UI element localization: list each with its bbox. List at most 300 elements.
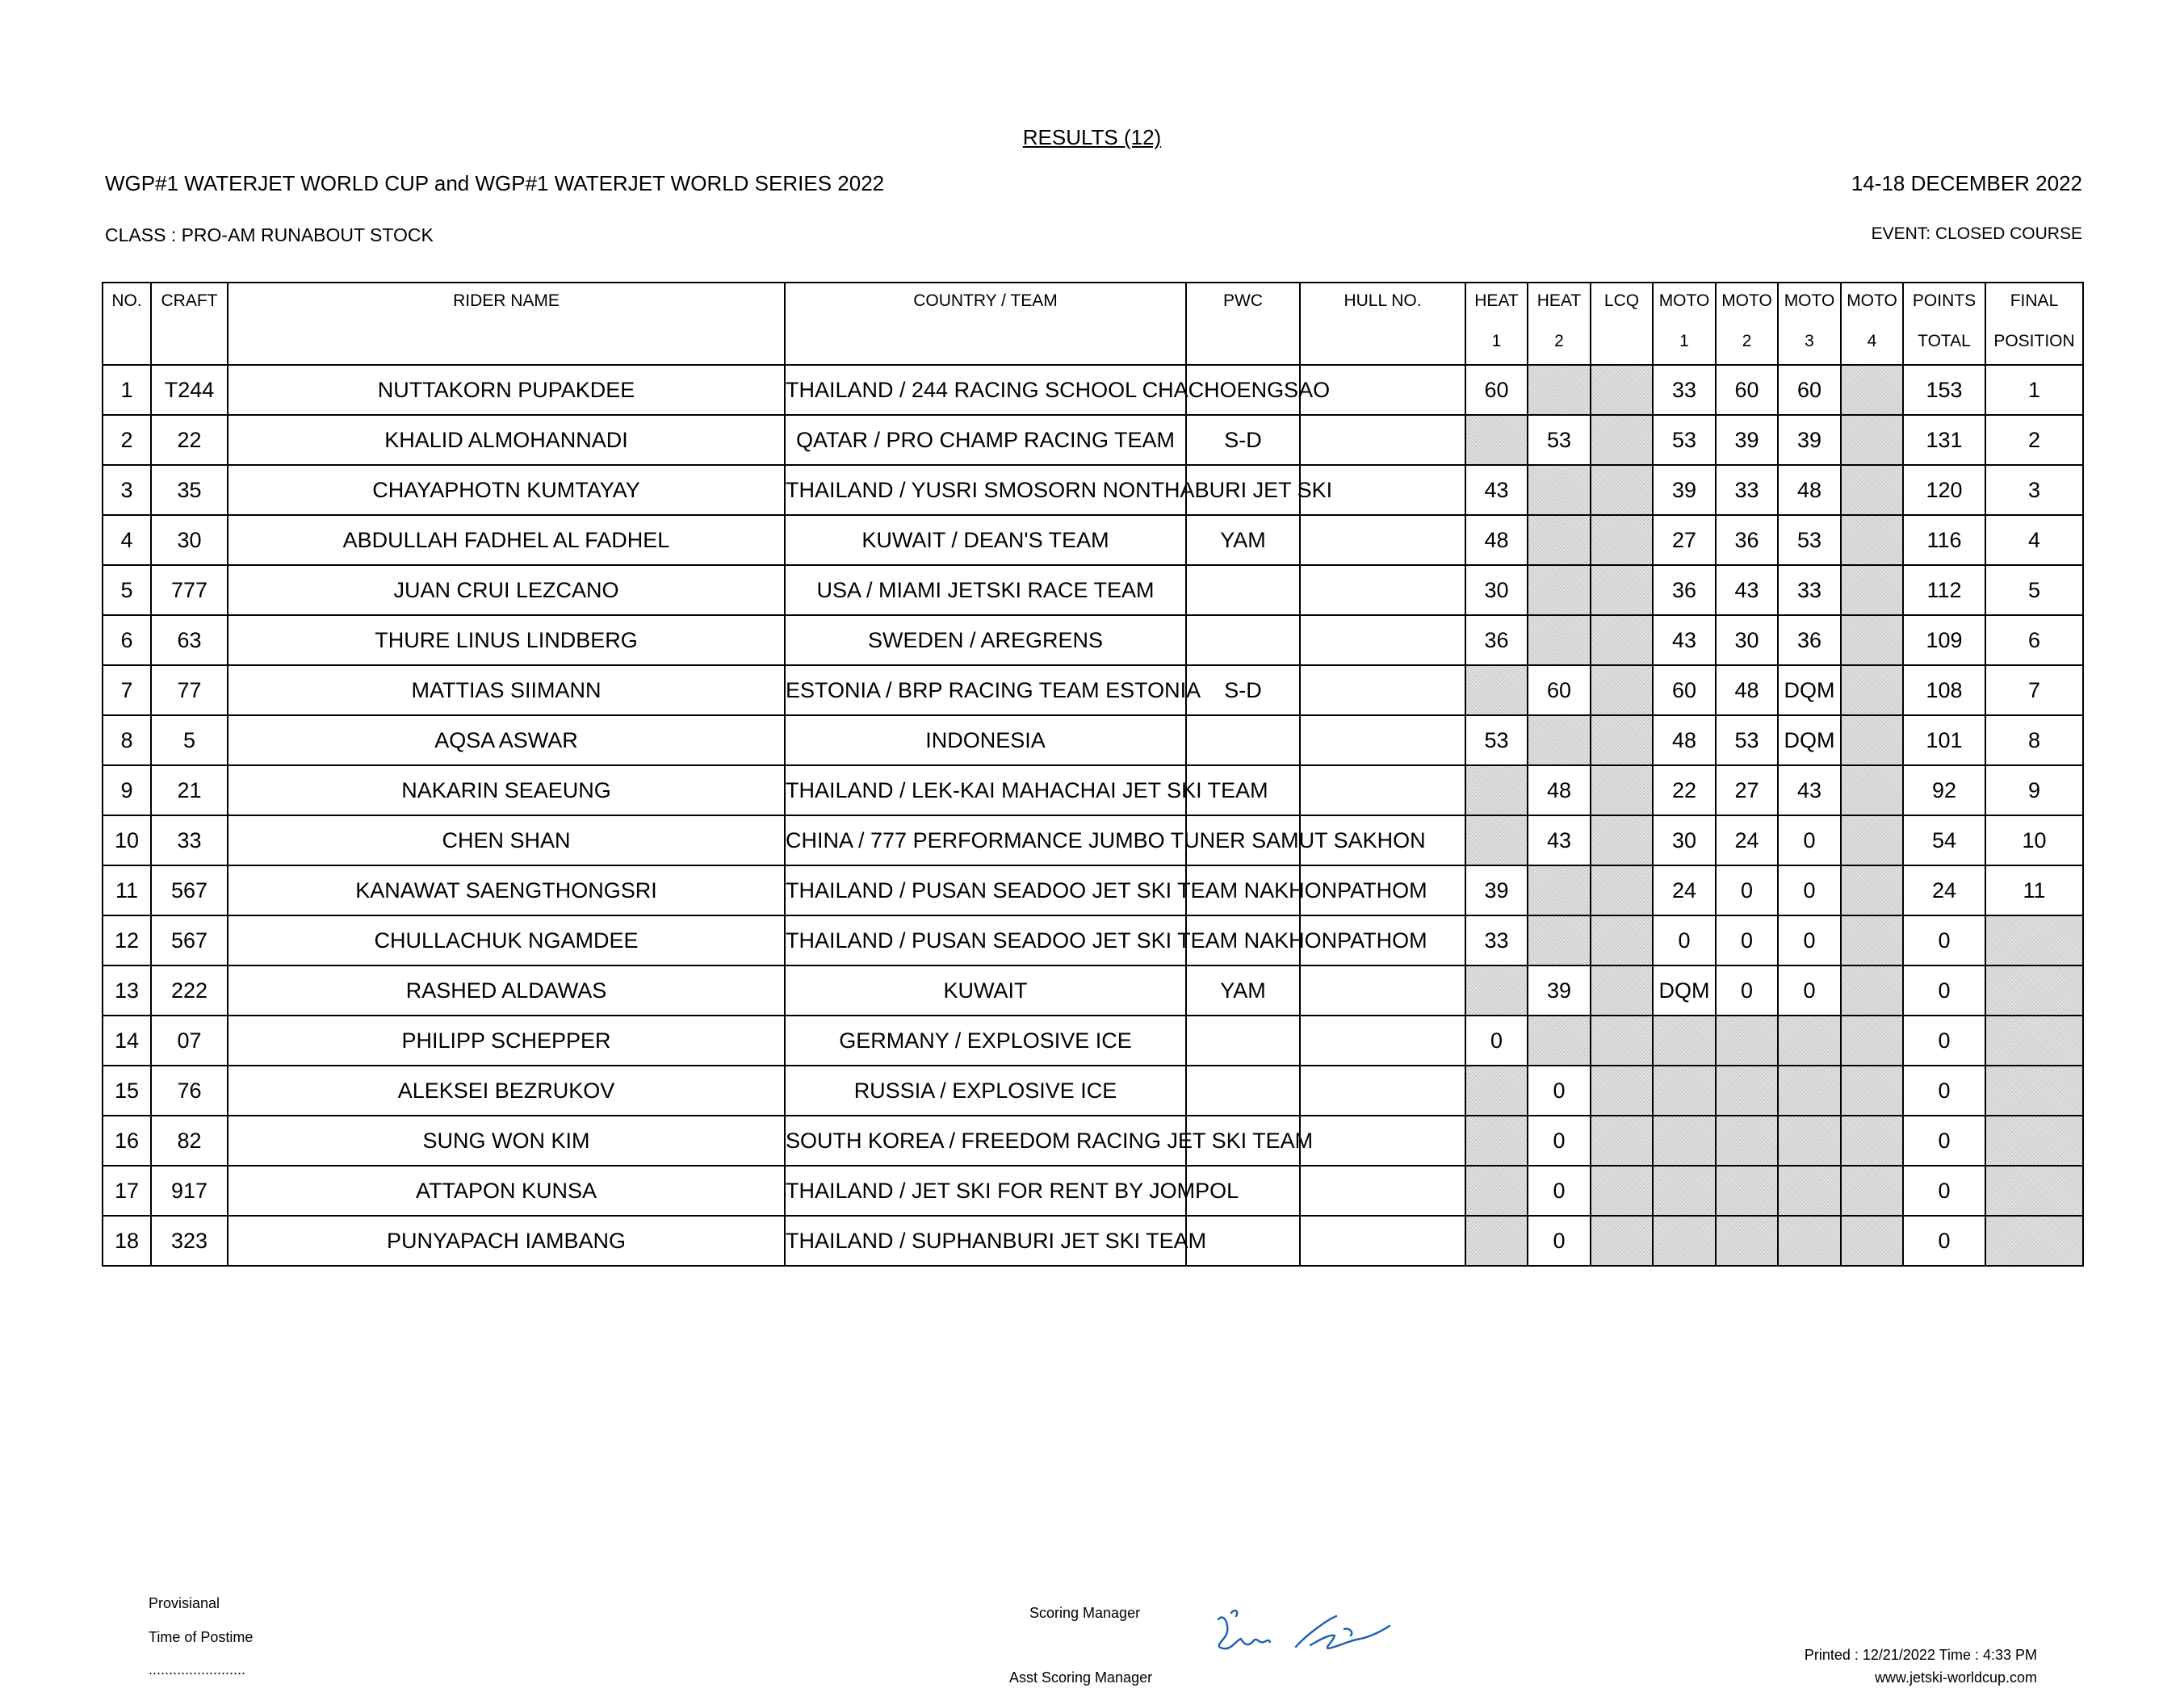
cell-pwc: YAM bbox=[1186, 965, 1300, 1016]
cell-heat1 bbox=[1465, 1066, 1528, 1116]
cell-moto2 bbox=[1716, 1016, 1778, 1066]
cell-craft: 22 bbox=[151, 415, 228, 465]
cell-moto3: 36 bbox=[1778, 615, 1841, 665]
cell-moto1: 30 bbox=[1653, 815, 1716, 865]
cell-team: KUWAIT / DEAN'S TEAM bbox=[785, 515, 1186, 565]
table-row bbox=[103, 515, 2083, 565]
cell-heat2: 0 bbox=[1528, 1116, 1591, 1166]
cell-position bbox=[1985, 1166, 2083, 1216]
cell-heat2: 39 bbox=[1528, 965, 1591, 1016]
cell-lcq bbox=[1591, 1116, 1653, 1166]
cell-moto2: 0 bbox=[1716, 915, 1778, 965]
cell-moto1: 24 bbox=[1653, 865, 1716, 915]
cell-pwc: S-D bbox=[1186, 415, 1300, 465]
cell-craft: 567 bbox=[151, 865, 228, 915]
cell-team: THAILAND / LEK-KAI MAHACHAI JET SKI TEAM bbox=[785, 765, 1186, 815]
column-header-moto2 bbox=[1716, 283, 1778, 365]
cell-rider: CHAYAPHOTN KUMTAYAY bbox=[228, 465, 785, 515]
cell-heat1 bbox=[1465, 965, 1528, 1016]
cell-moto2 bbox=[1716, 1166, 1778, 1216]
cell-lcq bbox=[1591, 1066, 1653, 1116]
cell-moto4 bbox=[1841, 1166, 1903, 1216]
cell-rider: ABDULLAH FADHEL AL FADHEL bbox=[228, 515, 785, 565]
event-type: EVENT: CLOSED COURSE bbox=[1871, 224, 2082, 243]
cell-moto4 bbox=[1841, 1016, 1903, 1066]
table-row bbox=[103, 1016, 2083, 1066]
column-header-label: MOTO bbox=[1847, 291, 1897, 310]
cell-lcq bbox=[1591, 815, 1653, 865]
cell-position: 10 bbox=[1985, 815, 2083, 865]
cell-rider: ATTAPON KUNSA bbox=[228, 1166, 785, 1216]
cell-rider: KHALID ALMOHANNADI bbox=[228, 415, 785, 465]
cell-moto1 bbox=[1653, 1116, 1716, 1166]
cell-hull bbox=[1300, 1066, 1465, 1116]
cell-no: 14 bbox=[103, 1016, 151, 1066]
event-dates: 14-18 DECEMBER 2022 bbox=[1851, 171, 2082, 195]
cell-moto4 bbox=[1841, 615, 1903, 665]
column-header-total bbox=[1903, 283, 1985, 365]
cell-total: 0 bbox=[1903, 965, 1985, 1016]
cell-position: 4 bbox=[1985, 515, 2083, 565]
cell-position bbox=[1985, 1016, 2083, 1066]
cell-craft: 07 bbox=[151, 1016, 228, 1066]
cell-lcq bbox=[1591, 515, 1653, 565]
cell-rider: NUTTAKORN PUPAKDEE bbox=[228, 365, 785, 415]
cell-heat2: 0 bbox=[1528, 1166, 1591, 1216]
cell-moto3: 33 bbox=[1778, 565, 1841, 615]
cell-heat2 bbox=[1528, 515, 1591, 565]
table-row bbox=[103, 465, 2083, 515]
cell-moto1: 22 bbox=[1653, 765, 1716, 815]
cell-no: 2 bbox=[103, 415, 151, 465]
cell-moto3: DQM bbox=[1778, 715, 1841, 765]
cell-lcq bbox=[1591, 365, 1653, 415]
cell-moto4 bbox=[1841, 815, 1903, 865]
cell-moto1: 36 bbox=[1653, 565, 1716, 615]
cell-moto1: 48 bbox=[1653, 715, 1716, 765]
cell-total: 0 bbox=[1903, 1116, 1985, 1166]
cell-rider: MATTIAS SIIMANN bbox=[228, 665, 785, 715]
cell-moto2: 0 bbox=[1716, 965, 1778, 1016]
cell-team: RUSSIA / EXPLOSIVE ICE bbox=[785, 1066, 1186, 1116]
table-row bbox=[103, 665, 2083, 715]
cell-heat1: 36 bbox=[1465, 615, 1528, 665]
cell-moto3: 0 bbox=[1778, 815, 1841, 865]
cell-heat1: 30 bbox=[1465, 565, 1528, 615]
column-header-sublabel: 4 bbox=[1867, 332, 1877, 350]
cell-heat1: 0 bbox=[1465, 1016, 1528, 1066]
cell-moto2: 0 bbox=[1716, 865, 1778, 915]
signature-strokes bbox=[1218, 1611, 1390, 1648]
printed-timestamp: Printed : 12/21/2022 Time : 4:33 PM bbox=[1804, 1647, 2037, 1663]
cell-rider: PUNYAPACH IAMBANG bbox=[228, 1216, 785, 1266]
cell-moto4 bbox=[1841, 515, 1903, 565]
cell-position bbox=[1985, 1066, 2083, 1116]
cell-moto4 bbox=[1841, 665, 1903, 715]
table-row bbox=[103, 815, 2083, 865]
cell-rider: CHEN SHAN bbox=[228, 815, 785, 865]
cell-moto3 bbox=[1778, 1016, 1841, 1066]
cell-moto2 bbox=[1716, 1066, 1778, 1116]
cell-heat1 bbox=[1465, 1216, 1528, 1266]
cell-heat2: 0 bbox=[1528, 1216, 1591, 1266]
cell-moto1 bbox=[1653, 1066, 1716, 1116]
column-header-craft bbox=[151, 283, 228, 365]
cell-team: QATAR / PRO CHAMP RACING TEAM bbox=[785, 415, 1186, 465]
cell-total: 0 bbox=[1903, 1066, 1985, 1116]
column-header-sublabel: 2 bbox=[1742, 332, 1752, 350]
cell-rider: CHULLACHUK NGAMDEE bbox=[228, 915, 785, 965]
cell-rider: SUNG WON KIM bbox=[228, 1116, 785, 1166]
cell-heat1 bbox=[1465, 765, 1528, 815]
cell-total: 54 bbox=[1903, 815, 1985, 865]
table-row bbox=[103, 565, 2083, 615]
column-header-heat2 bbox=[1528, 283, 1591, 365]
column-header-label: NO. bbox=[111, 291, 142, 310]
cell-no: 1 bbox=[103, 365, 151, 415]
cell-moto2: 48 bbox=[1716, 665, 1778, 715]
cell-hull bbox=[1300, 1216, 1465, 1266]
cell-moto4 bbox=[1841, 1066, 1903, 1116]
cell-position: 3 bbox=[1985, 465, 2083, 515]
cell-team: SWEDEN / AREGRENS bbox=[785, 615, 1186, 665]
cell-total: 0 bbox=[1903, 1016, 1985, 1066]
column-header-pwc bbox=[1186, 283, 1300, 365]
cell-moto2: 53 bbox=[1716, 715, 1778, 765]
table-row bbox=[103, 865, 2083, 915]
cell-craft: 82 bbox=[151, 1116, 228, 1166]
cell-moto2: 36 bbox=[1716, 515, 1778, 565]
cell-heat1 bbox=[1465, 1116, 1528, 1166]
cell-heat2: 0 bbox=[1528, 1066, 1591, 1116]
class-label: CLASS : PRO-AM RUNABOUT STOCK bbox=[105, 224, 434, 245]
column-header-sublabel: POSITION bbox=[1993, 332, 2075, 350]
header-row bbox=[103, 283, 2083, 365]
cell-position bbox=[1985, 1116, 2083, 1166]
cell-moto4 bbox=[1841, 365, 1903, 415]
cell-heat1: 43 bbox=[1465, 465, 1528, 515]
cell-moto3: 0 bbox=[1778, 915, 1841, 965]
column-header-moto3 bbox=[1778, 283, 1841, 365]
column-header-label: HEAT bbox=[1536, 291, 1582, 310]
cell-no: 8 bbox=[103, 715, 151, 765]
cell-position: 8 bbox=[1985, 715, 2083, 765]
cell-lcq bbox=[1591, 1166, 1653, 1216]
table-row bbox=[103, 1216, 2083, 1266]
cell-no: 10 bbox=[103, 815, 151, 865]
cell-rider: AQSA ASWAR bbox=[228, 715, 785, 765]
cell-rider: KANAWAT SAENGTHONGSRI bbox=[228, 865, 785, 915]
table-row bbox=[103, 1166, 2083, 1216]
cell-moto4 bbox=[1841, 1116, 1903, 1166]
cell-team: THAILAND / 244 RACING SCHOOL CHACHOENGSAO bbox=[785, 365, 1186, 415]
column-header-label: HULL NO. bbox=[1344, 291, 1422, 310]
cell-no: 18 bbox=[103, 1216, 151, 1266]
cell-team: ESTONIA / BRP RACING TEAM ESTONIA bbox=[785, 665, 1186, 715]
cell-moto1: 27 bbox=[1653, 515, 1716, 565]
cell-hull bbox=[1300, 1016, 1465, 1066]
table-row bbox=[103, 765, 2083, 815]
postime-dotted-line: ........................ bbox=[149, 1661, 246, 1678]
cell-moto1 bbox=[1653, 1216, 1716, 1266]
cell-moto2 bbox=[1716, 1216, 1778, 1266]
cell-heat1: 60 bbox=[1465, 365, 1528, 415]
cell-hull bbox=[1300, 415, 1465, 465]
cell-moto1: 0 bbox=[1653, 915, 1716, 965]
cell-hull bbox=[1300, 965, 1465, 1016]
cell-pwc: YAM bbox=[1186, 515, 1300, 565]
cell-hull bbox=[1300, 1166, 1465, 1216]
cell-team: THAILAND / YUSRI SMOSORN NONTHABURI JET SKI bbox=[785, 465, 1186, 515]
cell-heat2 bbox=[1528, 915, 1591, 965]
cell-moto4 bbox=[1841, 865, 1903, 915]
cell-rider: ALEKSEI BEZRUKOV bbox=[228, 1066, 785, 1116]
cell-hull bbox=[1300, 565, 1465, 615]
cell-moto3: 39 bbox=[1778, 415, 1841, 465]
cell-no: 4 bbox=[103, 515, 151, 565]
cell-moto3 bbox=[1778, 1216, 1841, 1266]
cell-hull bbox=[1300, 515, 1465, 565]
cell-moto1 bbox=[1653, 1016, 1716, 1066]
column-header-hull bbox=[1300, 283, 1465, 365]
cell-moto3 bbox=[1778, 1066, 1841, 1116]
cell-hull bbox=[1300, 665, 1465, 715]
cell-moto2: 27 bbox=[1716, 765, 1778, 815]
cell-moto2: 43 bbox=[1716, 565, 1778, 615]
cell-total: 0 bbox=[1903, 1216, 1985, 1266]
cell-moto4 bbox=[1841, 915, 1903, 965]
cell-lcq bbox=[1591, 565, 1653, 615]
cell-total: 108 bbox=[1903, 665, 1985, 715]
cell-pwc bbox=[1186, 615, 1300, 665]
cell-craft: 63 bbox=[151, 615, 228, 665]
cell-no: 6 bbox=[103, 615, 151, 665]
cell-total: 131 bbox=[1903, 415, 1985, 465]
column-header-label: PWC bbox=[1223, 291, 1263, 310]
cell-team: THAILAND / PUSAN SEADOO JET SKI TEAM NAKHONPATHOM bbox=[785, 865, 1186, 915]
cell-lcq bbox=[1591, 915, 1653, 965]
cell-no: 17 bbox=[103, 1166, 151, 1216]
column-header-no bbox=[103, 283, 151, 365]
cell-hull bbox=[1300, 765, 1465, 815]
cell-rider: THURE LINUS LINDBERG bbox=[228, 615, 785, 665]
time-of-postime-label: Time of Postime bbox=[149, 1629, 254, 1645]
cell-position: 9 bbox=[1985, 765, 2083, 815]
cell-no: 5 bbox=[103, 565, 151, 615]
cell-rider: PHILIPP SCHEPPER bbox=[228, 1016, 785, 1066]
scoring-manager-label: Scoring Manager bbox=[1029, 1605, 1141, 1621]
column-header-label: COUNTRY / TEAM bbox=[913, 291, 1058, 310]
cell-heat2 bbox=[1528, 615, 1591, 665]
column-header-sublabel: 2 bbox=[1554, 332, 1564, 350]
cell-lcq bbox=[1591, 1216, 1653, 1266]
results-table bbox=[102, 282, 2084, 1267]
table-row bbox=[103, 715, 2083, 765]
cell-moto1 bbox=[1653, 1166, 1716, 1216]
provisional-label: Provisianal bbox=[149, 1595, 220, 1611]
cell-heat2: 60 bbox=[1528, 665, 1591, 715]
column-header-moto4 bbox=[1841, 283, 1903, 365]
cell-heat1 bbox=[1465, 665, 1528, 715]
table-row bbox=[103, 965, 2083, 1016]
column-header-lcq bbox=[1591, 283, 1653, 365]
cell-craft: 917 bbox=[151, 1166, 228, 1216]
cell-moto2 bbox=[1716, 1116, 1778, 1166]
table-row bbox=[103, 415, 2083, 465]
cell-total: 120 bbox=[1903, 465, 1985, 515]
cell-heat1: 48 bbox=[1465, 515, 1528, 565]
cell-moto4 bbox=[1841, 715, 1903, 765]
cell-moto2: 30 bbox=[1716, 615, 1778, 665]
cell-position: 2 bbox=[1985, 415, 2083, 465]
cell-moto3: 0 bbox=[1778, 865, 1841, 915]
column-header-rider bbox=[228, 283, 785, 365]
cell-moto3: 48 bbox=[1778, 465, 1841, 515]
cell-pwc bbox=[1186, 565, 1300, 615]
column-header-label: CRAFT bbox=[161, 291, 218, 310]
cell-no: 16 bbox=[103, 1116, 151, 1166]
table-body bbox=[103, 365, 2083, 1266]
cell-no: 13 bbox=[103, 965, 151, 1016]
cell-team: INDONESIA bbox=[785, 715, 1186, 765]
cell-heat2 bbox=[1528, 1016, 1591, 1066]
cell-total: 24 bbox=[1903, 865, 1985, 915]
cell-rider: NAKARIN SEAEUNG bbox=[228, 765, 785, 815]
cell-craft: 222 bbox=[151, 965, 228, 1016]
table-row bbox=[103, 1116, 2083, 1166]
cell-moto4 bbox=[1841, 1216, 1903, 1266]
cell-pwc bbox=[1186, 715, 1300, 765]
cell-position: 11 bbox=[1985, 865, 2083, 915]
cell-heat2 bbox=[1528, 565, 1591, 615]
cell-moto1: 39 bbox=[1653, 465, 1716, 515]
cell-craft: 777 bbox=[151, 565, 228, 615]
cell-craft: 30 bbox=[151, 515, 228, 565]
cell-moto3: DQM bbox=[1778, 665, 1841, 715]
cell-team: SOUTH KOREA / FREEDOM RACING JET SKI TEAM bbox=[785, 1116, 1186, 1166]
cell-moto2: 24 bbox=[1716, 815, 1778, 865]
cell-lcq bbox=[1591, 465, 1653, 515]
cell-heat1 bbox=[1465, 415, 1528, 465]
cell-moto3: 60 bbox=[1778, 365, 1841, 415]
cell-lcq bbox=[1591, 415, 1653, 465]
table-row bbox=[103, 915, 2083, 965]
website-url: www.jetski-worldcup.com bbox=[1874, 1669, 2037, 1686]
cell-no: 11 bbox=[103, 865, 151, 915]
cell-craft: 35 bbox=[151, 465, 228, 515]
cell-heat1 bbox=[1465, 815, 1528, 865]
cell-team: THAILAND / JET SKI FOR RENT BY JOMPOL bbox=[785, 1166, 1186, 1216]
cell-moto1: DQM bbox=[1653, 965, 1716, 1016]
cell-position: 1 bbox=[1985, 365, 2083, 415]
event-name: WGP#1 WATERJET WORLD CUP and WGP#1 WATERJET WORLD SERIES 2022 bbox=[105, 171, 885, 195]
cell-team: THAILAND / PUSAN SEADOO JET SKI TEAM NAKHONPATHOM bbox=[785, 915, 1186, 965]
cell-moto1: 60 bbox=[1653, 665, 1716, 715]
cell-position: 6 bbox=[1985, 615, 2083, 665]
column-header-sublabel: TOTAL bbox=[1918, 332, 1971, 350]
cell-rider: RASHED ALDAWAS bbox=[228, 965, 785, 1016]
table-row bbox=[103, 365, 2083, 415]
cell-craft: 76 bbox=[151, 1066, 228, 1116]
cell-position: 7 bbox=[1985, 665, 2083, 715]
cell-no: 12 bbox=[103, 915, 151, 965]
cell-moto4 bbox=[1841, 565, 1903, 615]
table-row bbox=[103, 1066, 2083, 1116]
cell-craft: 21 bbox=[151, 765, 228, 815]
cell-pwc: S-D bbox=[1186, 665, 1300, 715]
cell-heat2 bbox=[1528, 365, 1591, 415]
cell-team: GERMANY / EXPLOSIVE ICE bbox=[785, 1016, 1186, 1066]
cell-lcq bbox=[1591, 965, 1653, 1016]
cell-total: 116 bbox=[1903, 515, 1985, 565]
cell-moto3: 53 bbox=[1778, 515, 1841, 565]
cell-total: 0 bbox=[1903, 1166, 1985, 1216]
cell-moto3 bbox=[1778, 1166, 1841, 1216]
cell-heat1: 53 bbox=[1465, 715, 1528, 765]
cell-no: 9 bbox=[103, 765, 151, 815]
cell-position bbox=[1985, 1216, 2083, 1266]
cell-total: 101 bbox=[1903, 715, 1985, 765]
cell-heat2 bbox=[1528, 715, 1591, 765]
cell-lcq bbox=[1591, 715, 1653, 765]
cell-position: 5 bbox=[1985, 565, 2083, 615]
cell-craft: 77 bbox=[151, 665, 228, 715]
cell-heat2: 43 bbox=[1528, 815, 1591, 865]
cell-hull bbox=[1300, 615, 1465, 665]
cell-lcq bbox=[1591, 665, 1653, 715]
column-header-label: RIDER NAME bbox=[453, 291, 560, 310]
column-header-moto1 bbox=[1653, 283, 1716, 365]
cell-moto3: 43 bbox=[1778, 765, 1841, 815]
table-row bbox=[103, 615, 2083, 665]
cell-no: 7 bbox=[103, 665, 151, 715]
cell-pwc bbox=[1186, 1066, 1300, 1116]
cell-no: 3 bbox=[103, 465, 151, 515]
cell-heat2 bbox=[1528, 865, 1591, 915]
cell-moto3 bbox=[1778, 1116, 1841, 1166]
cell-hull bbox=[1300, 1116, 1465, 1166]
cell-craft: 33 bbox=[151, 815, 228, 865]
cell-hull bbox=[1300, 715, 1465, 765]
column-header-sublabel: 1 bbox=[1491, 332, 1502, 350]
cell-heat2: 48 bbox=[1528, 765, 1591, 815]
cell-lcq bbox=[1591, 865, 1653, 915]
cell-team: KUWAIT bbox=[785, 965, 1186, 1016]
cell-heat1: 33 bbox=[1465, 915, 1528, 965]
cell-moto3: 0 bbox=[1778, 965, 1841, 1016]
cell-moto1: 33 bbox=[1653, 365, 1716, 415]
cell-craft: T244 bbox=[151, 365, 228, 415]
cell-team: USA / MIAMI JETSKI RACE TEAM bbox=[785, 565, 1186, 615]
cell-total: 0 bbox=[1903, 915, 1985, 965]
column-header-sublabel: 1 bbox=[1679, 332, 1689, 350]
cell-team: CHINA / 777 PERFORMANCE JUMBO TUNER SAMUT SAKHON bbox=[785, 815, 1186, 865]
cell-craft: 323 bbox=[151, 1216, 228, 1266]
cell-moto4 bbox=[1841, 415, 1903, 465]
column-header-position bbox=[1985, 283, 2083, 365]
cell-moto4 bbox=[1841, 765, 1903, 815]
cell-craft: 567 bbox=[151, 915, 228, 965]
cell-moto1: 53 bbox=[1653, 415, 1716, 465]
cell-lcq bbox=[1591, 765, 1653, 815]
cell-total: 112 bbox=[1903, 565, 1985, 615]
cell-total: 109 bbox=[1903, 615, 1985, 665]
column-header-sublabel: 3 bbox=[1805, 332, 1814, 350]
signature-image bbox=[1207, 1605, 1417, 1669]
results-title: RESULTS (12) bbox=[1022, 125, 1162, 149]
asst-scoring-manager-label: Asst Scoring Manager bbox=[1009, 1669, 1153, 1686]
cell-moto2: 33 bbox=[1716, 465, 1778, 515]
